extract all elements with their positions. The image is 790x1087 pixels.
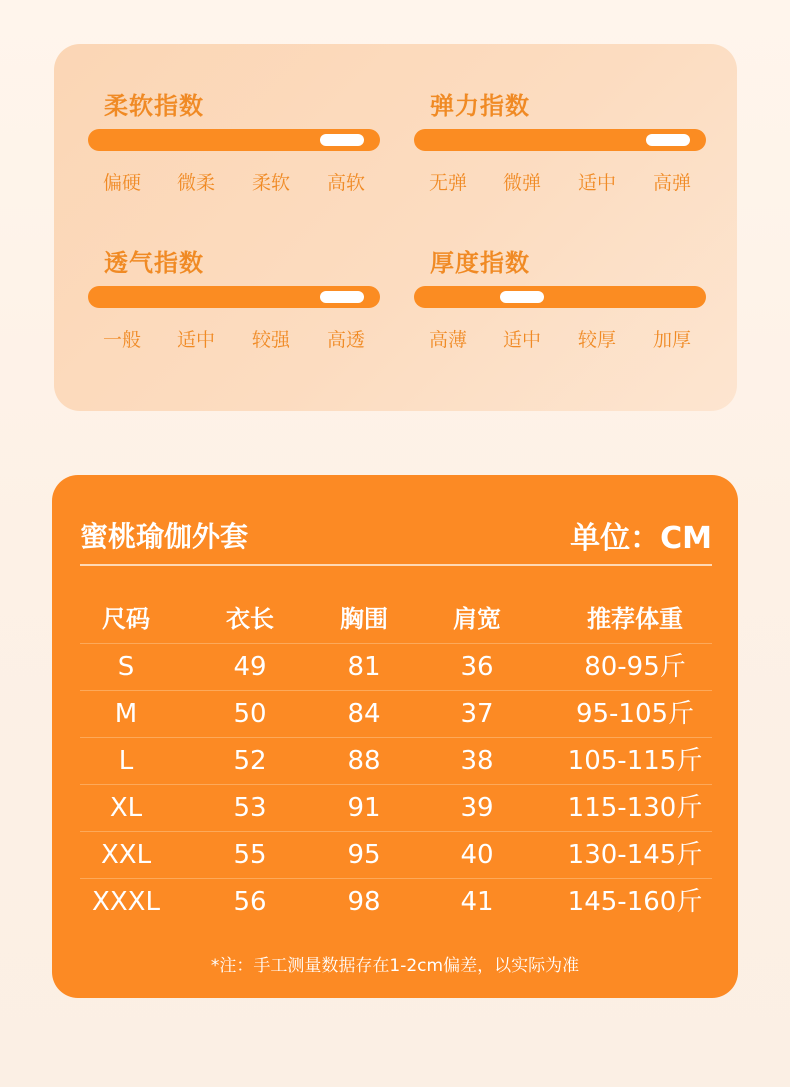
index-label: 适中 bbox=[502, 329, 541, 351]
index-knob bbox=[500, 291, 544, 303]
table-cell: 52 bbox=[233, 746, 267, 776]
table-row bbox=[80, 738, 712, 785]
size-chart-unit: 单位：CM bbox=[570, 521, 712, 556]
index-label: 适中 bbox=[176, 329, 215, 351]
table-cell: 130-145斤 bbox=[567, 840, 703, 870]
table-cell: S bbox=[117, 652, 135, 682]
index-label: 较强 bbox=[251, 329, 290, 351]
index-bar bbox=[88, 286, 380, 308]
index-label: 适中 bbox=[577, 172, 616, 194]
index-knob bbox=[320, 134, 364, 146]
table-cell: 56 bbox=[233, 887, 267, 917]
table-cell: 41 bbox=[460, 887, 494, 917]
index-label: 偏硬 bbox=[102, 172, 141, 194]
table-cell: 38 bbox=[460, 746, 494, 776]
index-label: 微柔 bbox=[176, 172, 215, 194]
table-cell: 91 bbox=[347, 793, 381, 823]
divider bbox=[80, 564, 712, 566]
table-cell: XXL bbox=[100, 840, 152, 870]
header-cell: 尺码 bbox=[102, 605, 150, 633]
table-cell: 36 bbox=[460, 652, 494, 682]
index-bar bbox=[414, 286, 706, 308]
table-cell: 145-160斤 bbox=[567, 887, 703, 917]
index-bar bbox=[88, 129, 380, 151]
table-cell: 40 bbox=[460, 840, 494, 870]
table-cell: 55 bbox=[233, 840, 267, 870]
index-title: 柔软指数 bbox=[104, 92, 204, 120]
table-cell: 53 bbox=[233, 793, 267, 823]
measurement-note: *注：手工测量数据存在1-2cm偏差，以实际为准 bbox=[210, 956, 580, 976]
table-row bbox=[80, 691, 712, 738]
table-cell: 105-115斤 bbox=[567, 746, 703, 776]
table-cell: 95-105斤 bbox=[575, 699, 695, 729]
table-cell: 98 bbox=[347, 887, 381, 917]
index-labels bbox=[88, 325, 380, 351]
table-row bbox=[80, 832, 712, 879]
header-cell: 推荐体重 bbox=[587, 605, 683, 633]
size-chart-title: 蜜桃瑜伽外套 bbox=[80, 520, 249, 553]
index-label: 高软 bbox=[326, 172, 365, 194]
header-cell: 衣长 bbox=[226, 605, 274, 633]
table-cell: 80-95斤 bbox=[584, 652, 686, 682]
table-header bbox=[80, 593, 712, 644]
table-cell: 81 bbox=[347, 652, 381, 682]
table-cell: 88 bbox=[347, 746, 381, 776]
table-row bbox=[80, 879, 712, 925]
index-label: 较厚 bbox=[577, 329, 616, 351]
index-title: 透气指数 bbox=[104, 249, 204, 277]
index-title: 弹力指数 bbox=[430, 92, 530, 120]
table-cell: 50 bbox=[233, 699, 267, 729]
table-cell: XL bbox=[109, 793, 143, 823]
table-cell: 49 bbox=[233, 652, 267, 682]
index-label: 一般 bbox=[102, 329, 141, 351]
header-cell: 胸围 bbox=[340, 605, 388, 633]
index-bar bbox=[414, 129, 706, 151]
index-labels bbox=[88, 168, 380, 194]
index-label: 高透 bbox=[326, 329, 365, 351]
table-cell: 39 bbox=[460, 793, 494, 823]
header-cell: 肩宽 bbox=[453, 605, 501, 633]
index-knob bbox=[646, 134, 690, 146]
index-labels bbox=[414, 168, 706, 194]
index-knob bbox=[320, 291, 364, 303]
index-label: 高薄 bbox=[428, 329, 467, 351]
table-row bbox=[80, 644, 712, 691]
size-table bbox=[80, 593, 712, 925]
table-cell: 37 bbox=[460, 699, 494, 729]
table-cell: M bbox=[114, 699, 138, 729]
index-label: 加厚 bbox=[652, 329, 691, 351]
index-label: 高弹 bbox=[652, 172, 691, 194]
table-row bbox=[80, 785, 712, 832]
table-cell: 84 bbox=[347, 699, 381, 729]
index-label: 柔软 bbox=[251, 172, 290, 194]
index-title: 厚度指数 bbox=[430, 249, 530, 277]
table-cell: L bbox=[118, 746, 134, 776]
table-cell: 95 bbox=[347, 840, 381, 870]
index-label: 无弹 bbox=[428, 172, 467, 194]
size-chart-card bbox=[52, 475, 738, 998]
table-cell: XXXL bbox=[92, 887, 160, 917]
index-labels bbox=[414, 325, 706, 351]
index-label: 微弹 bbox=[502, 172, 541, 194]
fabric-index-card bbox=[54, 44, 737, 411]
table-cell: 115-130斤 bbox=[567, 793, 703, 823]
